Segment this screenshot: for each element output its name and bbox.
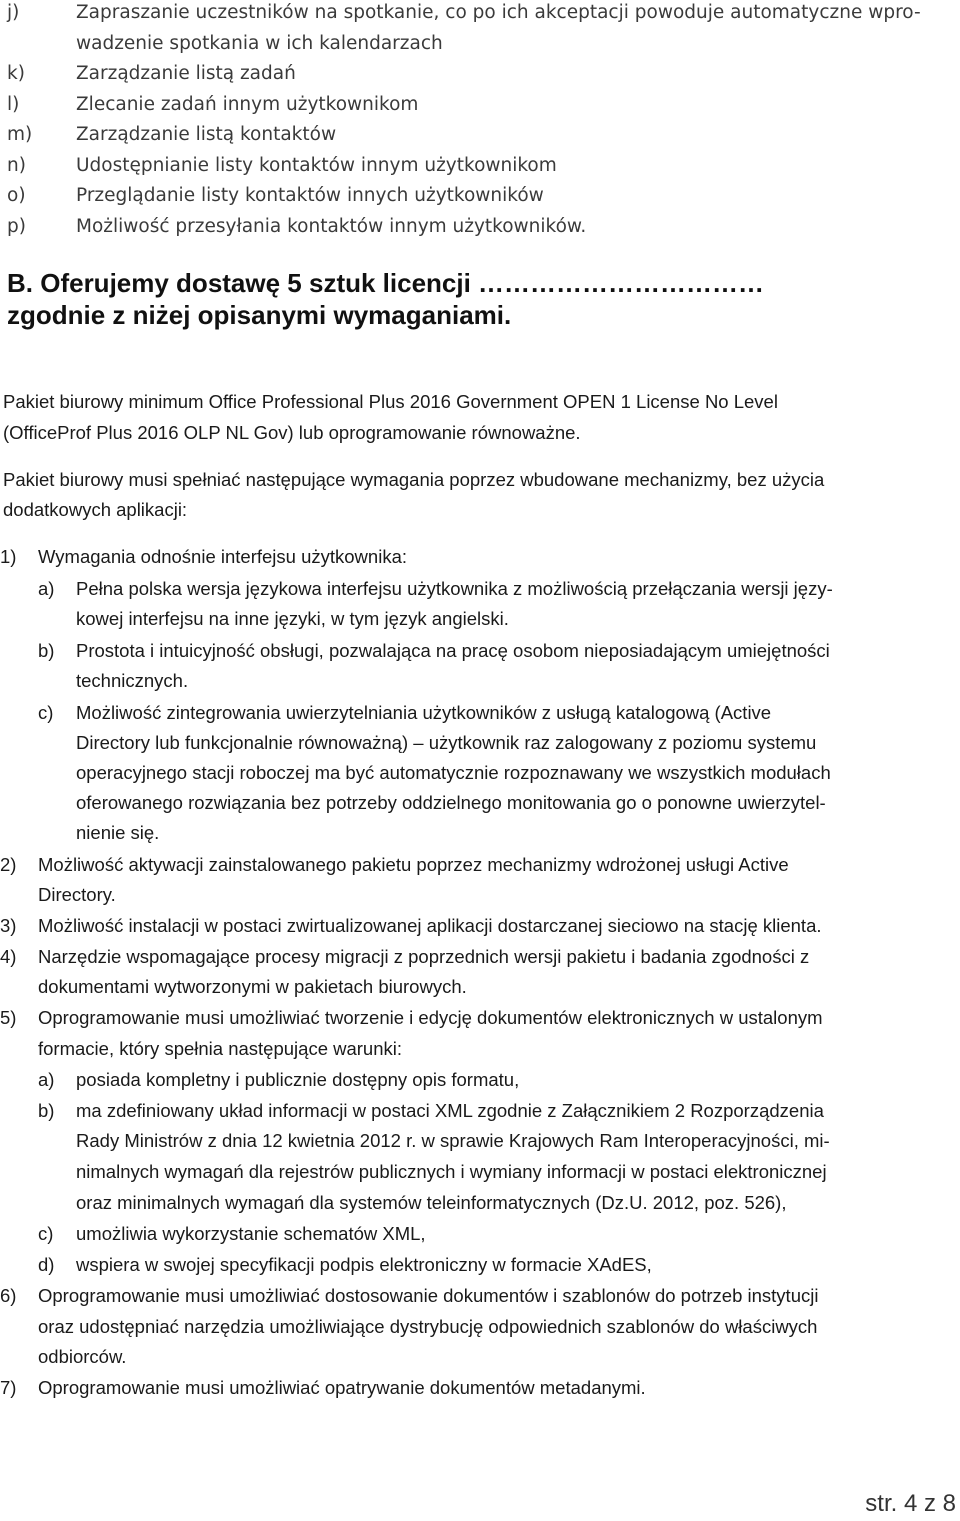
item-label: 2) bbox=[0, 854, 17, 875]
paragraph-line: Pakiet biurowy minimum Office Professional Plus 2016 Government OPEN 1 License No Level bbox=[3, 391, 778, 412]
item-label: 3) bbox=[0, 915, 17, 936]
list-item-text: Zarządzanie listą zadań bbox=[76, 63, 296, 84]
heading-line-1: B. Oferujemy dostawę 5 sztuk licencji …………………………… bbox=[7, 268, 765, 298]
item-label: b) bbox=[38, 1100, 55, 1121]
item-label: c) bbox=[38, 1223, 54, 1244]
item-label: 5) bbox=[0, 1007, 17, 1028]
requirement-line: Narzędzie wspomagające procesy migracji z poprzednich wersji pakietu i badania zgodności z bbox=[38, 946, 810, 967]
sub-requirement-line: nienie się. bbox=[76, 822, 160, 843]
list-item-label: l) bbox=[7, 93, 20, 115]
list-item-label: o) bbox=[7, 185, 26, 206]
sub-requirement-line: wspiera w swojej specyfikacji podpis elektroniczny w formacie XAdES, bbox=[76, 1254, 652, 1275]
list-item bbox=[0, 183, 960, 213]
requirement-line: Możliwość instalacji w postaci zwirtualizowanej aplikacji dostarczanej sieciowo na stację klienta. bbox=[38, 915, 822, 936]
sub-requirement-line: umożliwia wykorzystanie schematów XML, bbox=[76, 1223, 426, 1244]
list-item bbox=[0, 61, 960, 91]
list-item bbox=[0, 92, 960, 122]
sub-requirement-line: technicznych. bbox=[76, 670, 189, 691]
requirement-line: Oprogramowanie musi umożliwiać dostosowanie dokumentów i szablonów do potrzeb instytucji bbox=[38, 1285, 819, 1306]
list-item-text: Udostępnianie listy kontaktów innym użytkownikom bbox=[76, 154, 557, 176]
sub-requirement-line: kowej interfejsu na inne języki, w tym język angielski. bbox=[76, 608, 509, 629]
item-label: 1) bbox=[0, 546, 17, 567]
paragraph-line: dodatkowych aplikacji: bbox=[3, 499, 188, 520]
list-item-label: m) bbox=[7, 124, 33, 145]
sub-requirement-line: Możliwość zintegrowania uwierzytelniania użytkowników z usługą katalogową (Active bbox=[76, 702, 772, 723]
requirement-line: Oprogramowanie musi umożliwiać opatrywanie dokumentów metadanymi. bbox=[38, 1377, 646, 1398]
list-item-text: Zlecanie zadań innym użytkownikom bbox=[76, 93, 419, 115]
requirement-line: Możliwość aktywacji zainstalowanego pakietu poprzez mechanizmy wdrożonej usługi Active bbox=[38, 854, 789, 875]
sub-requirement-line: oferowanego rozwiązania bez potrzeby oddzielnego monitowania go o ponowne uwierzytel- bbox=[76, 792, 826, 813]
sub-requirement-line: Pełna polska wersja językowa interfejsu użytkownika z możliwością przełączania wersji języ- bbox=[76, 578, 833, 599]
sub-requirement-line: Prostota i intuicyjność obsługi, pozwalająca na pracę osobom nieposiadającym umiejętności bbox=[76, 640, 830, 661]
item-label: a) bbox=[38, 578, 55, 599]
list-item-text: Zarządzanie listą kontaktów bbox=[76, 124, 337, 145]
list-item bbox=[0, 0, 960, 30]
list-item bbox=[0, 31, 960, 61]
paragraph-line: (OfficeProf Plus 2016 OLP NL Gov) lub oprogramowanie równoważne. bbox=[3, 422, 581, 443]
list-item-text: Możliwość przesyłania kontaktów innym użytkowników. bbox=[76, 215, 587, 237]
list-item-label: j) bbox=[7, 2, 20, 23]
requirement-line: Directory. bbox=[38, 884, 116, 905]
list-item-text: Zapraszanie uczestników na spotkanie, co po ich akceptacji powoduje automatyczne wpro- bbox=[76, 2, 921, 23]
item-label: 7) bbox=[0, 1377, 17, 1398]
list-item-text: wadzenie spotkania w ich kalendarzach bbox=[76, 32, 443, 54]
list-item bbox=[0, 214, 960, 244]
requirement-line: formacie, który spełnia następujące warunki: bbox=[38, 1038, 403, 1059]
item-label: 4) bbox=[0, 946, 17, 967]
item-label: d) bbox=[38, 1254, 55, 1275]
item-label: a) bbox=[38, 1069, 55, 1090]
sub-requirement-line: Rady Ministrów z dnia 12 kwietnia 2012 r. w sprawie Krajowych Ram Interoperacyjności, mi- bbox=[76, 1130, 830, 1151]
sub-requirement-line: nimalnych wymagań dla rejestrów publicznych i wymiany informacji w postaci elektronicznej bbox=[76, 1161, 827, 1182]
item-label: b) bbox=[38, 640, 55, 661]
paragraph-line: Pakiet biurowy musi spełniać następujące wymagania poprzez wbudowane mechanizmy, bez użycia bbox=[3, 469, 825, 490]
heading-line-2: zgodnie z niżej opisanymi wymaganiami. bbox=[7, 300, 512, 330]
requirement-line: dokumentami wytworzonymi w pakietach biurowych. bbox=[38, 976, 467, 997]
requirement-line: odbiorców. bbox=[38, 1346, 127, 1367]
page-number: str. 4 z 8 bbox=[865, 1490, 956, 1517]
requirement-line: oraz udostępniać narzędzia umożliwiające dystrybucję odpowiednich szablonów do właściwych bbox=[38, 1316, 818, 1337]
item-label: 6) bbox=[0, 1285, 17, 1306]
list-item-label: k) bbox=[7, 63, 25, 84]
list-item bbox=[0, 153, 960, 183]
sub-requirement-line: posiada kompletny i publicznie dostępny opis formatu, bbox=[76, 1069, 520, 1090]
sub-requirement-line: oraz minimalnych wymagań dla systemów teleinformatycznych (Dz.U. 2012, poz. 526), bbox=[76, 1192, 787, 1213]
list-item-label: n) bbox=[7, 154, 26, 176]
list-item-text: Przeglądanie listy kontaktów innych użytkowników bbox=[76, 185, 544, 206]
list-item-label: p) bbox=[7, 215, 26, 237]
requirement-line: Oprogramowanie musi umożliwiać tworzenie i edycję dokumentów elektronicznych w ustalonym bbox=[38, 1007, 823, 1028]
sub-requirement-line: ma zdefiniowany układ informacji w postaci XML zgodnie z Załącznikiem 2 Rozporządzenia bbox=[76, 1100, 824, 1121]
list-item bbox=[0, 122, 960, 152]
item-label: c) bbox=[38, 702, 54, 723]
sub-requirement-line: operacyjnego stacji roboczej ma być automatycznie rozpoznawany we wszystkich modułach bbox=[76, 762, 831, 783]
requirement-line: Wymagania odnośnie interfejsu użytkownika: bbox=[38, 546, 407, 567]
sub-requirement-line: Directory lub funkcjonalnie równoważną) – użytkownik raz zalogowany z poziomu systemu bbox=[76, 732, 817, 753]
